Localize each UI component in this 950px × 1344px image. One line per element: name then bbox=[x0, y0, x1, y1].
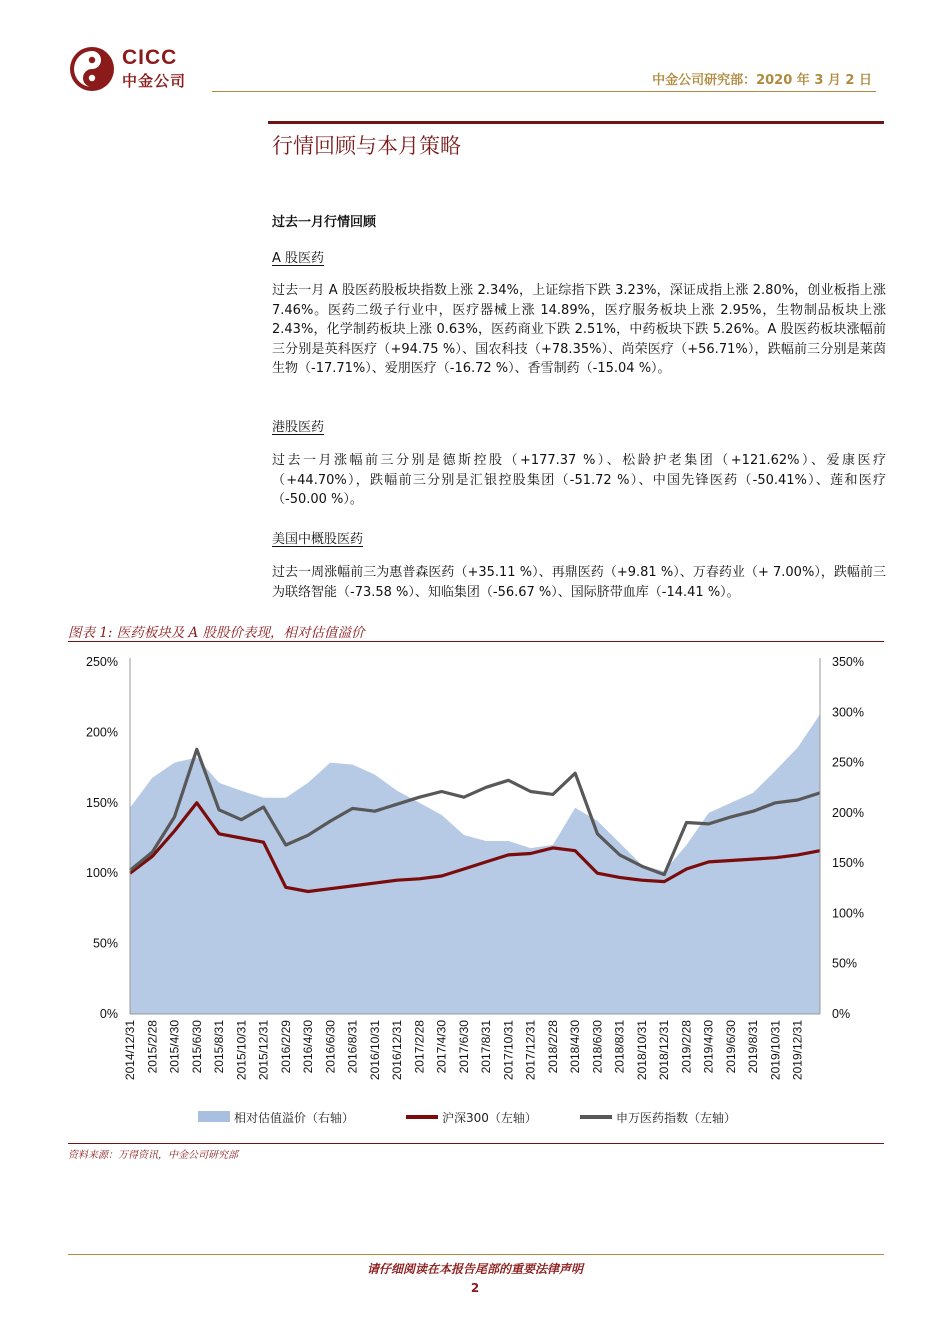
x-tick-label: 2018/8/31 bbox=[612, 1020, 627, 1074]
logo-text-en: CICC bbox=[122, 46, 178, 69]
us-paragraph: 过去一周涨幅前三为惠普森医药（+35.11 %）、再鼎医药（+9.81 %）、万春药业（+ 7.00%），跌幅前三为联络智能（-73.58 %）、知临集团（-56.67 %）、国际脐带血库（-14.41 %）。 bbox=[272, 565, 886, 600]
us-title: 美国中概股医药 bbox=[272, 532, 364, 547]
a-share-paragraph: 过去一月 A 股医药股板块指数上涨 2.34%，上证综指下跌 3.23%，深证成指上涨 2.80%，创业板指上涨 7.46%。医药二级子行业中，医疗器械上涨 14.89%，医疗服务板块上涨 2.95%，生物制品板块上涨 2.43%，化学制药板块上涨 0.63%，医药商业下跌 2.51%，中药板块下跌 5.26%。A 股医药板块涨幅前三分别是英科医疗（+94.75 %）、国农科技（+78.35%）、尚荣医疗（+56.71%），跌幅前三分别是莱茵生物（-17.71%）、爱朋医疗（-16.72 %）、香雪制药（-15.04 %）。 bbox=[272, 283, 886, 376]
page-number: 2 bbox=[470, 1281, 480, 1295]
header-divider bbox=[212, 91, 876, 92]
x-tick-label: 2019/10/31 bbox=[768, 1020, 783, 1081]
legend-label-0: 相对估值溢价（右轴） bbox=[234, 1111, 355, 1125]
x-tick-label: 2017/12/31 bbox=[523, 1020, 538, 1081]
x-tick-label: 2015/4/30 bbox=[167, 1020, 182, 1074]
legend-label-1: 沪深300（左轴） bbox=[442, 1111, 537, 1125]
left-axis bbox=[86, 655, 130, 1021]
left-tick-label: 100% bbox=[86, 866, 118, 881]
x-tick-label: 2019/8/31 bbox=[746, 1020, 761, 1074]
section-title: 行情回顾与本月策略 bbox=[272, 134, 461, 158]
cicc-logo-icon bbox=[68, 45, 116, 93]
right-tick-label: 200% bbox=[832, 805, 864, 820]
x-tick-label: 2017/8/31 bbox=[479, 1020, 494, 1074]
x-tick-label: 2019/12/31 bbox=[790, 1020, 805, 1081]
right-tick-label: 300% bbox=[832, 705, 864, 720]
x-tick-label: 2018/10/31 bbox=[634, 1020, 649, 1081]
title-divider bbox=[268, 121, 884, 124]
x-tick-label: 2016/6/30 bbox=[323, 1020, 338, 1074]
footer-divider bbox=[68, 1254, 884, 1255]
hk-paragraph: 过去一月涨幅前三分别是德斯控股（+177.37 %）、松龄护老集团（+121.62%）、爱康医疗（+44.70%），跌幅前三分别是汇银控股集团（-51.72 %）、中国先锋医药（-50.41%）、莲和医疗（-50.00 %）。 bbox=[272, 453, 886, 507]
figure-caption: 图表 1: 医药板块及 A 股股价表现，相对估值溢价 bbox=[68, 625, 365, 641]
left-tick-label: 50% bbox=[92, 936, 118, 951]
legal-disclaimer: 请仔细阅读在本报告尾部的重要法律声明 bbox=[366, 1262, 583, 1276]
right-tick-label: 350% bbox=[832, 655, 864, 669]
x-tick-label: 2019/4/30 bbox=[701, 1020, 716, 1074]
plot-area bbox=[130, 714, 820, 1014]
x-tick-label: 2019/2/28 bbox=[679, 1020, 694, 1074]
x-tick-label: 2018/6/30 bbox=[590, 1020, 605, 1074]
legend-label-2: 申万医药指数（左轴） bbox=[616, 1111, 737, 1125]
x-tick-label: 2018/2/28 bbox=[545, 1020, 560, 1074]
right-tick-label: 0% bbox=[832, 1007, 851, 1021]
legend-swatch-valuation-premium bbox=[198, 1111, 230, 1122]
x-tick-label: 2017/4/30 bbox=[434, 1020, 449, 1074]
x-tick-label: 2015/8/31 bbox=[212, 1020, 227, 1074]
x-tick-label: 2016/12/31 bbox=[390, 1020, 405, 1081]
x-tick-label: 2015/10/31 bbox=[234, 1020, 249, 1081]
x-tick-label: 2018/4/30 bbox=[568, 1020, 583, 1074]
left-tick-label: 0% bbox=[99, 1007, 118, 1021]
left-tick-label: 150% bbox=[86, 795, 118, 810]
x-tick-label: 2015/6/30 bbox=[189, 1020, 204, 1074]
x-tick-label: 2016/2/29 bbox=[278, 1020, 293, 1074]
x-tick-label: 2016/10/31 bbox=[367, 1020, 382, 1081]
left-tick-label: 200% bbox=[86, 725, 118, 740]
figure-source: 资料来源：万得资讯，中金公司研究部 bbox=[68, 1150, 238, 1161]
logo-text-cn: 中金公司 bbox=[122, 72, 187, 90]
x-tick-label: 2015/2/28 bbox=[145, 1020, 160, 1074]
x-tick-label: 2016/8/31 bbox=[345, 1020, 360, 1074]
x-tick-label: 2014/12/31 bbox=[123, 1020, 137, 1081]
right-tick-label: 150% bbox=[832, 856, 864, 871]
price-chart bbox=[68, 645, 884, 1140]
chart-legend bbox=[198, 1110, 736, 1125]
header-date: 中金公司研究部：2020 年 3 月 2 日 bbox=[652, 73, 872, 88]
figure-bottom-rule bbox=[68, 1143, 884, 1144]
x-tick-label: 2017/10/31 bbox=[501, 1020, 516, 1081]
x-tick-label: 2019/6/30 bbox=[723, 1020, 738, 1074]
x-tick-label: 2015/12/31 bbox=[256, 1020, 271, 1081]
figure-top-rule bbox=[68, 641, 884, 642]
review-heading: 过去一月行情回顾 bbox=[272, 215, 377, 230]
a-share-title: A 股医药 bbox=[272, 251, 325, 266]
x-tick-label: 2018/12/31 bbox=[657, 1020, 672, 1081]
x-axis bbox=[123, 1014, 820, 1080]
right-axis bbox=[820, 655, 864, 1021]
right-tick-label: 50% bbox=[832, 956, 858, 971]
x-tick-label: 2016/4/30 bbox=[301, 1020, 316, 1074]
hk-title: 港股医药 bbox=[272, 420, 325, 435]
right-tick-label: 250% bbox=[832, 755, 864, 770]
x-tick-label: 2017/6/30 bbox=[456, 1020, 471, 1074]
left-tick-label: 250% bbox=[86, 655, 118, 669]
x-tick-label: 2017/2/28 bbox=[412, 1020, 427, 1074]
right-tick-label: 100% bbox=[832, 906, 864, 921]
